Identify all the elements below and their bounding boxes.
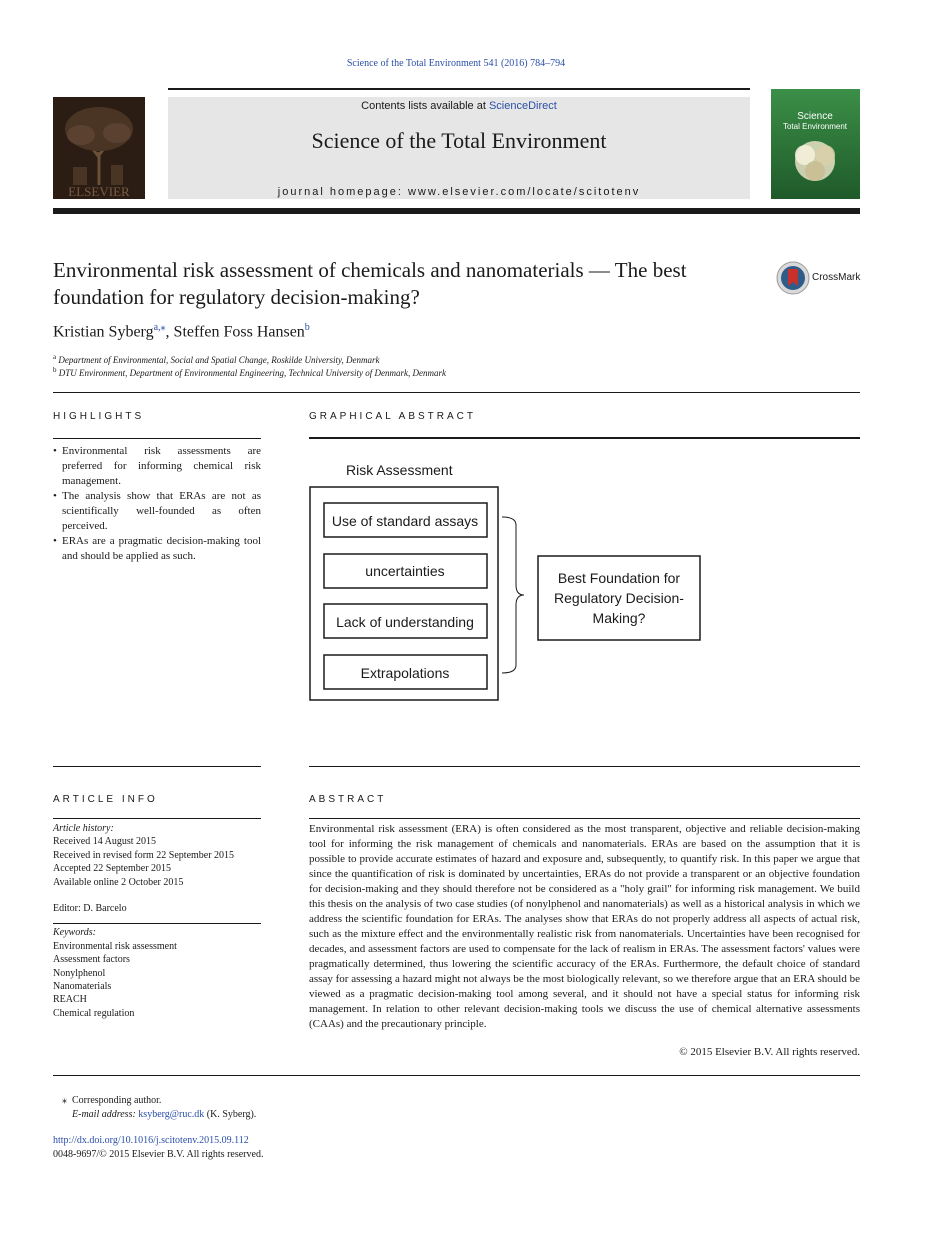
- editor-line: Editor: D. Barcelo: [53, 903, 127, 915]
- journal-cover-image: [771, 89, 860, 199]
- author-name: Steffen Foss Hansen: [173, 323, 305, 341]
- ga-box-label: Extrapolations: [360, 665, 450, 681]
- abstract-copyright: © 2015 Elsevier B.V. All rights reserved.: [679, 1046, 860, 1058]
- highlights-list: [53, 444, 261, 564]
- sciencedirect-link[interactable]: ScienceDirect: [488, 100, 557, 112]
- doi-link[interactable]: http://dx.doi.org/10.1016/j.scitotenv.2015.09.112: [53, 1135, 249, 1146]
- keyword: REACH: [53, 994, 87, 1006]
- footer-rule: [53, 1075, 860, 1076]
- keywords-rule: [53, 923, 261, 924]
- history-entry: Received in revised form 22 September 2015: [53, 849, 235, 861]
- ga-result-line: Making?: [592, 610, 646, 626]
- ga-box-label: uncertainties: [365, 563, 445, 579]
- affiliation-text: DTU Environment, Department of Environmental Engineering, Technical University of Denmark, Denmark: [58, 368, 446, 378]
- affiliation-text: Department of Environmental, Social and Spatial Change, Roskilde University, Denmark: [58, 355, 380, 365]
- author-separator: ,: [165, 323, 174, 341]
- cover-title-1: Science: [797, 111, 833, 122]
- crossmark-icon: [776, 261, 810, 295]
- ga-brace: [502, 517, 524, 673]
- elsevier-logo-text: ELSEVIER: [68, 184, 130, 199]
- highlights-heading: HIGHLIGHTS: [53, 411, 145, 422]
- header-thick-rule: [53, 208, 860, 214]
- keyword: Chemical regulation: [53, 1007, 135, 1019]
- highlight-item: • The analysis show that ERAs are not as scientifically well-founded as often perceived.: [53, 489, 261, 534]
- highlight-item: • Environmental risk assessments are preferred for informing chemical risk management.: [53, 444, 261, 489]
- history-entry: Received 14 August 2015: [53, 836, 157, 848]
- author-affiliation-marker[interactable]: b: [304, 322, 310, 333]
- author-affiliation-marker[interactable]: a,⁎: [153, 322, 166, 333]
- contents-prefix: Contents lists available at: [361, 100, 489, 112]
- graphical-abstract-rule: [309, 437, 860, 439]
- ga-result-line: Regulatory Decision-: [554, 590, 684, 606]
- affiliation-label: a: [53, 353, 57, 361]
- keyword: Nonylphenol: [53, 967, 106, 979]
- article-history-label: Article history:: [53, 823, 114, 834]
- keyword: Nanomaterials: [53, 981, 112, 993]
- ga-box-label: Lack of understanding: [336, 614, 474, 630]
- graphical-abstract-heading: GRAPHICAL ABSTRACT: [309, 411, 476, 422]
- ga-result-line: Best Foundation for: [557, 570, 681, 586]
- article-info-rule: [53, 818, 261, 819]
- ga-box-label: Use of standard assays: [331, 513, 479, 529]
- abstract-text: Environmental risk assessment (ERA) is often considered as the most transparent, objective and reliable decision-making tool for informing the risk management of chemicals and nanomaterials. ERAs are based on the assumption that it is possible to provide accurate estimates of hazard and exposure and, subsequently, to quantify risk. In this paper we argue that since the quantification of risk is dominated by uncertainties, ERAs do not provide a transparent or an objective foundation for decision-making and they should therefore not be considered as a "holy grail" for informing risk management. We build this thesis on the analysis of two case studies (of nonylphenol and nanomaterials) as well as a historical analysis in which we address the scientific foundation for ERAs. The analyses show that ERAs do not properly address all aspects of actual risk, such as the mixture effect and the environmentally realistic risk from nanomaterials. Uncertainties have been recognised for decades, and assessment factors are used to compensate for the lack of realism in ERAs. The assessment factors' values were pragmatically determined, thus lowering the scientific accuracy of the ERAs. Furthermore, the default choice of standard assay for assessing a hazard might not always be the most biologically relevant, so we therefore argue that an ERA should be viewed as a pragmatic decision-making tool among several, and it should not have a special status for informing risk management. In relation to other relevant decision-making tools we discuss the use of chemical alternative assessments (CAAs) and the precautionary principle.: [309, 823, 860, 1030]
- header-top-rule: [168, 88, 750, 90]
- article-info-top-rule: [53, 766, 261, 767]
- author-list: [53, 322, 310, 341]
- affiliation: [53, 366, 446, 378]
- elsevier-logo: [53, 97, 145, 199]
- graphical-abstract-figure: [309, 455, 729, 705]
- corresponding-mark: ⁎: [62, 1095, 67, 1106]
- abstract-heading: ABSTRACT: [309, 794, 387, 805]
- affiliation-label: b: [53, 366, 57, 374]
- highlights-rule: [53, 438, 261, 439]
- section-divider: [53, 392, 860, 393]
- article-title: Environmental risk assessment of chemicals and nanomaterials — The best foundation for regulatory decision-making?: [53, 258, 687, 309]
- keyword: Environmental risk assessment: [53, 940, 177, 952]
- email-link[interactable]: ksyberg@ruc.dk: [138, 1108, 205, 1120]
- article-info: [53, 822, 261, 1020]
- history-entry: Accepted 22 September 2015: [53, 863, 172, 875]
- abstract-rule: [309, 818, 860, 819]
- email-label: E-mail address:: [72, 1108, 139, 1120]
- keywords-label: Keywords:: [53, 927, 96, 939]
- email-suffix: (K. Syberg).: [204, 1108, 257, 1120]
- corresponding-author-note: [53, 1094, 263, 1108]
- keyword: Assessment factors: [53, 954, 130, 966]
- affiliation: [53, 353, 379, 365]
- cover-title-2: Total Environment: [782, 122, 848, 131]
- ga-title: Risk Assessment: [346, 462, 453, 478]
- journal-title: Science of the Total Environment: [311, 128, 607, 153]
- history-entry: Available online 2 October 2015: [53, 876, 184, 888]
- corresponding-text: Corresponding author.: [72, 1095, 162, 1106]
- journal-homepage[interactable]: journal homepage: www.elsevier.com/locate/scitotenv: [277, 186, 641, 198]
- highlight-item: • ERAs are a pragmatic decision-making tool and should be applied as such.: [53, 534, 261, 564]
- crossmark-label[interactable]: CrossMark: [812, 272, 861, 283]
- journal-reference[interactable]: Science of the Total Environment 541 (2016) 784–794: [346, 58, 566, 69]
- email-line: [53, 1108, 263, 1122]
- article-info-heading: ARTICLE INFO: [53, 794, 158, 805]
- author-name: Kristian Syberg: [53, 323, 154, 341]
- footnotes: [53, 1094, 263, 1161]
- issn-line: 0048-9697/© 2015 Elsevier B.V. All rights reserved.: [53, 1148, 264, 1160]
- contents-line: [168, 100, 750, 112]
- abstract-top-rule: [309, 766, 860, 767]
